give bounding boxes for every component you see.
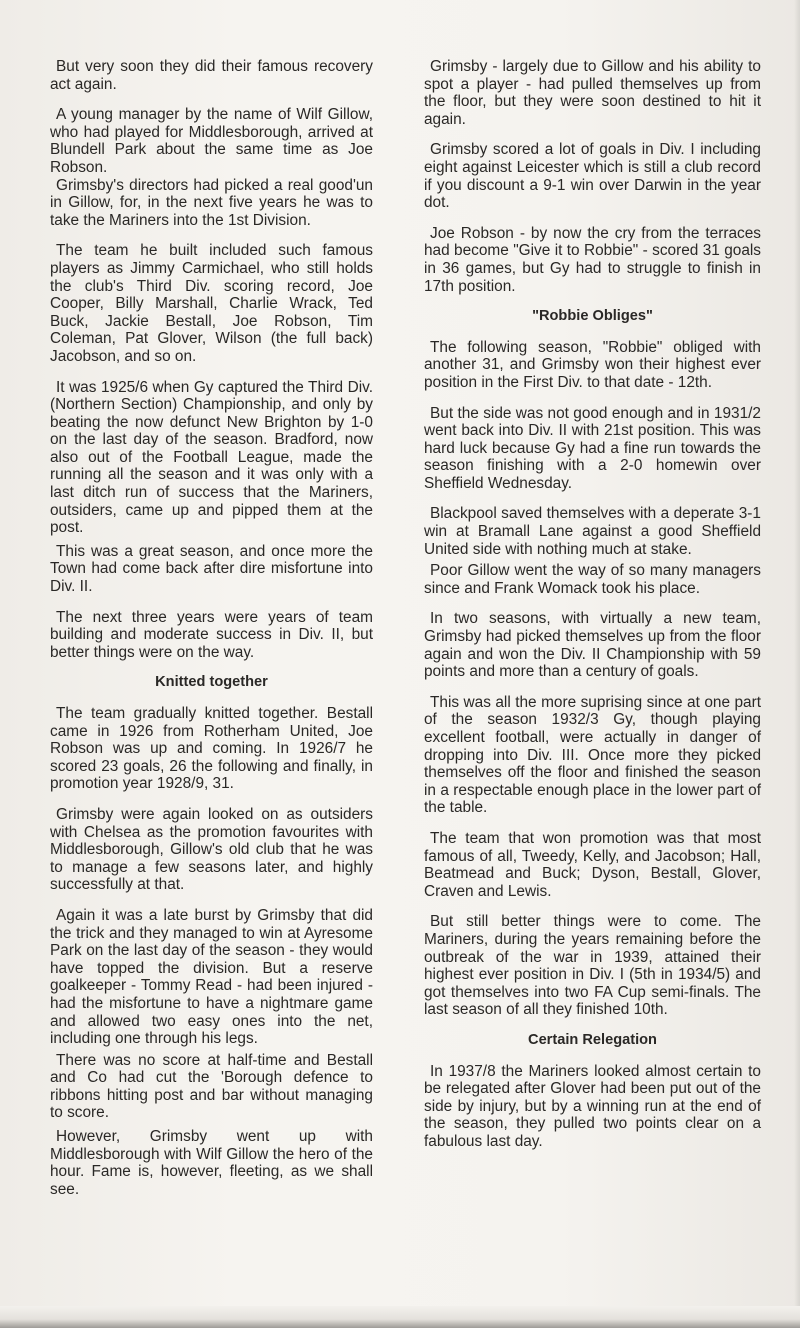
paragraph: This was all the more suprising since at one part of the season 1932/3 Gy, though playing excellent football, were actually in danger of dropping into Div. III. Once more they picked themselves off the floor and finished the season in a respectable enough place in the lower part of the table. [424, 693, 761, 817]
paragraph: This was a great season, and once more the Town had come back after dire misfortune into Div. II. [50, 542, 373, 596]
right-column [424, 58, 761, 1163]
paragraph: Blackpool saved themselves with a deperate 3-1 win at Bramall Lane against a good Sheffield United side with nothing much at stake. [424, 505, 761, 558]
paragraph: The team that won promotion was that most famous of all, Tweedy, Kelly, and Jacobson; Hall, Beatmead and Buck; Dyson, Bestall, Glover, Craven and Lewis. [424, 829, 761, 900]
paragraph: There was no score at half-time and Bestall and Co had cut the 'Borough defence to ribbons hitting post and bar without managing to score. [50, 1051, 373, 1122]
paragraph: Grimsby scored a lot of goals in Div. I including eight against Leicester which is still a club record if you discount a 9-1 win over Darwin in the year dot. [424, 141, 761, 212]
paragraph: Joe Robson - by now the cry from the terraces had become "Give it to Robbie" - scored 31 goals in 36 games, but Gy had to struggle to finish in 17th position. [424, 224, 761, 295]
paragraph: Grimsby's directors had picked a real good'un in Gillow, for, in the next five years he was to take the Mariners into the 1st Division. [50, 176, 373, 229]
section-heading-certain-relegation: Certain Relegation [528, 1031, 657, 1048]
paragraph: The next three years were years of team building and moderate success in Div. II, but better things were on the way. [50, 608, 373, 661]
paragraph: But still better things were to come. The Mariners, during the years remaining before the outbreak of the war in 1939, attained their highest ever position in Div. I (5th in 1934/5) and got themselves into two FA Cup semi-finals. The last season of all they finished 10th. [424, 913, 761, 1019]
section-heading-robbie-obliges: "Robbie Obliges" [532, 308, 653, 325]
paragraph: The following season, "Robbie" obliged with another 31, and Grimsby won their highest ever position in the First Div. to that date - 12th. [424, 338, 761, 391]
paragraph: The team he built included such famous players as Jimmy Carmichael, who still holds the club's Third Div. scoring record, Joe Cooper, Billy Marshall, Charlie Wrack, Ted Buck, Jackie Bestall, Joe Robson, Tim Coleman, Pat Glover, Wilson (the full back) Jacobson, and so on. [50, 242, 373, 365]
paragraph: Poor Gillow went the way of so many managers since and Frank Womack took his place. [424, 562, 761, 597]
paragraph: A young manager by the name of Wilf Gillow, who had played for Middlesborough, arrived at Blundell Park about the same time as Joe Robson. [50, 106, 373, 176]
paragraph: However, Grimsby went up with Middlesborough with Wilf Gillow the hero of the hour. Fame is, however, fleeting, as we shall see. [50, 1128, 373, 1198]
paragraph: In two seasons, with virtually a new team, Grimsby had picked themselves up from the floor again and won the Div. II Championship with 59 points and more than a century of goals. [424, 610, 761, 681]
paragraph: The team gradually knitted together. Bestall came in 1926 from Rotherham United, Joe Robson was up and coming. In 1926/7 he scored 23 goals, 26 the following and finally, in promotion year 1928/9, 31. [50, 705, 373, 793]
page-edge-shadow [794, 0, 800, 1328]
paragraph: But very soon they did their famous recovery act again. [50, 58, 373, 93]
page-bottom-edge [0, 1306, 800, 1328]
paragraph: Again it was a late burst by Grimsby that did the trick and they managed to win at Ayresome Park on the last day of the season - they would have topped the division. But a reserve goalkeeper - Tommy Read - had been injured - had the misfortune to have a nightmare game and allowed two easy ones into the net, including one through his legs. [50, 906, 373, 1048]
paragraph: Grimsby were again looked on as outsiders with Chelsea as the promotion favourites with Middlesborough, Gillow's old club that he was to manage a few seasons later, and highly successfully at that. [50, 805, 373, 894]
paragraph: Grimsby - largely due to Gillow and his ability to spot a player - had pulled themselves up from the floor, but they were soon destined to hit it again. [424, 58, 761, 128]
paragraph: It was 1925/6 when Gy captured the Third Div. (Northern Section) Championship, and only by beating the now defunct New Brighton by 1-0 on the last day of the season. Bradford, now also out of the Football League, made the running all the season and it was only with a last ditch run of success that the Mariners, outsiders, came up and pipped them at the post. [50, 378, 373, 537]
paragraph: But the side was not good enough and in 1931/2 went back into Div. II with 21st position. This was hard luck because Gy had a fine run towards the season finishing with a 2-0 homewin over Sheffield Wednesday. [424, 404, 761, 492]
section-heading-knitted-together: Knitted together [155, 674, 268, 691]
paragraph: In 1937/8 the Mariners looked almost certain to be relegated after Glover had been put out of the side by injury, but by a winning run at the end of the season, they pulled two points clear on a fabulous last day. [424, 1062, 761, 1150]
left-column [50, 58, 373, 1211]
